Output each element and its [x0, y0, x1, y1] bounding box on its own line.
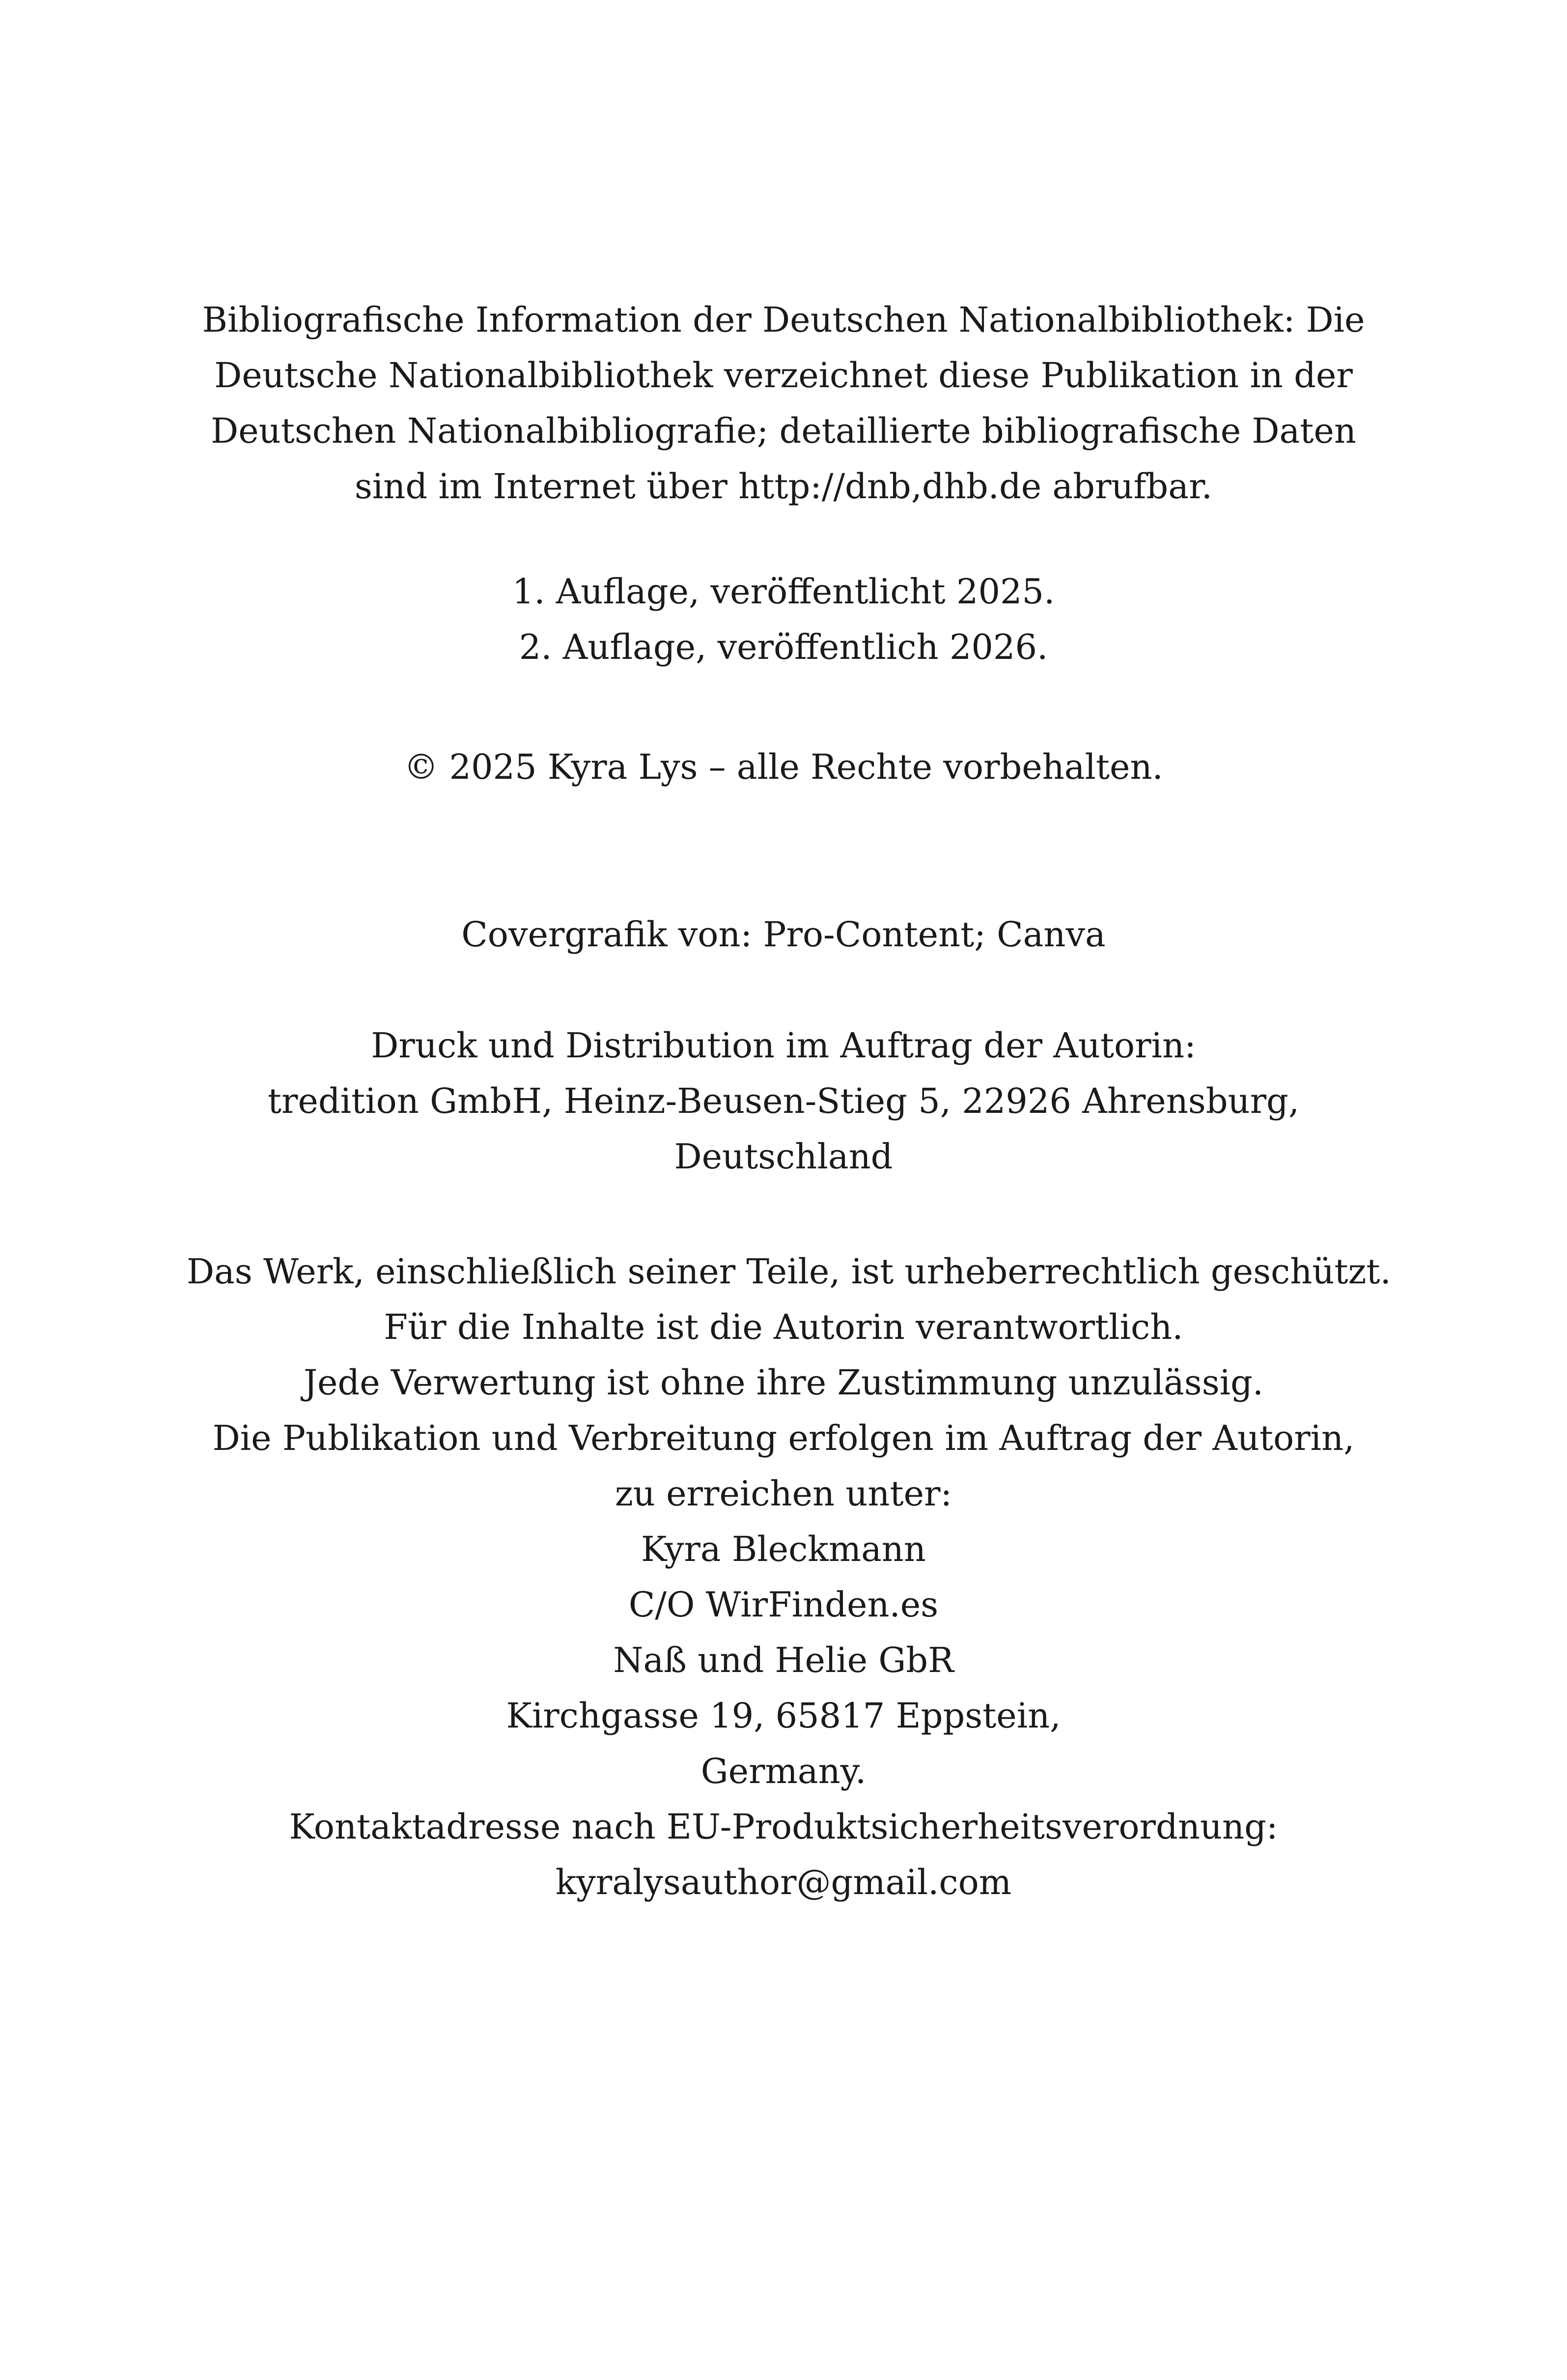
rights-and-contact — [187, 1244, 1391, 1910]
contact-label: Kontaktadresse nach EU-Produktsicherheitsverordnung: — [289, 1807, 1278, 1847]
copyright-line: © 2025 Kyra Lys – alle Rechte vorbehalten. — [404, 747, 1163, 787]
cover-credit — [187, 907, 1380, 963]
rights-line: Für die Inhalte ist die Autorin verantwortlich. — [384, 1307, 1183, 1347]
rights-line: zu erreichen unter: — [615, 1473, 952, 1514]
bibliographic-line: Deutschen Nationalbibliografie; detaillierte bibliografische Daten — [211, 411, 1356, 451]
rights-line: Das Werk, einschließlich seiner Teile, ist urheberrechtlich geschützt. — [187, 1251, 1391, 1292]
contact-email: kyralysauthor@gmail.com — [555, 1862, 1012, 1902]
edition-info — [187, 564, 1380, 675]
contact-name: Kyra Bleckmann — [641, 1529, 926, 1569]
copyright-notice — [187, 739, 1380, 795]
bibliographic-line: Deutsche Nationalbibliothek verzeichnet diese Publikation in der — [214, 355, 1353, 396]
edition-line: 1. Auflage, veröffentlicht 2025. — [512, 571, 1055, 612]
cover-credit-line: Covergrafik von: Pro-Content; Canva — [461, 914, 1106, 955]
edition-line: 2. Auflage, veröffentlich 2026. — [519, 627, 1048, 667]
contact-street: Kirchgasse 19, 65817 Eppstein, — [506, 1696, 1061, 1736]
bibliographic-info — [187, 292, 1380, 514]
contact-care-of: C/O WirFinden.es — [628, 1585, 939, 1625]
print-line: Druck und Distribution im Auftrag der Autorin: — [371, 1025, 1196, 1066]
print-line: Deutschland — [674, 1136, 893, 1177]
print-distribution — [187, 1018, 1380, 1185]
bibliographic-line: sind im Internet über http://dnb,dhb.de abrufbar. — [354, 466, 1212, 507]
contact-company: Naß und Helie GbR — [613, 1640, 954, 1680]
print-line: tredition GmbH, Heinz-Beusen-Stieg 5, 22926 Ahrensburg, — [267, 1081, 1300, 1121]
rights-line: Die Publikation und Verbreitung erfolgen im Auftrag der Autorin, — [212, 1418, 1355, 1458]
rights-line: Jede Verwertung ist ohne ihre Zustimmung unzulässig. — [303, 1362, 1264, 1403]
contact-country: Germany. — [700, 1751, 867, 1791]
bibliographic-line: Bibliografische Information der Deutschen Nationalbibliothek: Die — [202, 300, 1365, 340]
